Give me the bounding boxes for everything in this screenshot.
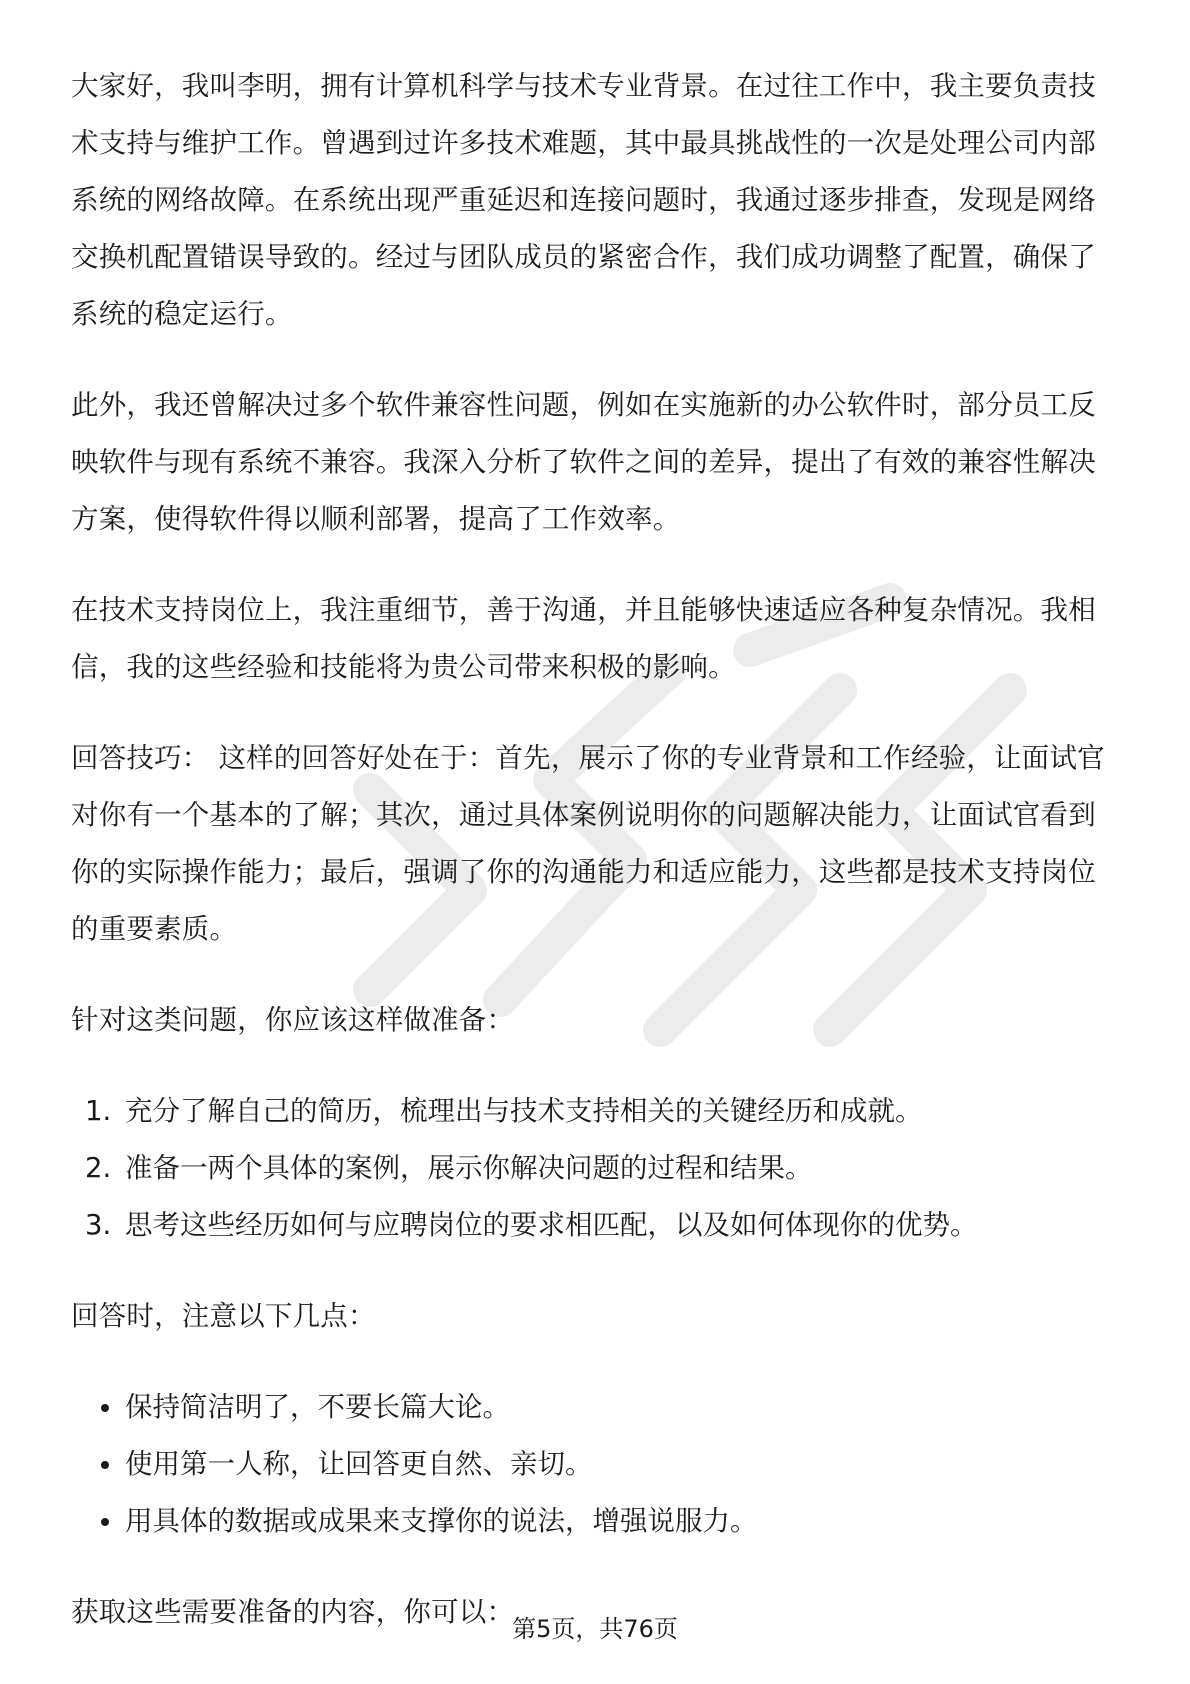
- list-item-number: 1.: [85, 1095, 112, 1127]
- list-item-text: 使用第一人称，让回答更自然、亲切。: [125, 1448, 593, 1480]
- bullet-icon: [101, 1518, 109, 1526]
- list-item-text: 思考这些经历如何与应聘岗位的要求相匹配，以及如何体现你的优势。: [125, 1209, 978, 1241]
- list-item: [71, 1083, 1121, 1140]
- list-item: [71, 1140, 1121, 1197]
- obtain-heading: 获取这些需要准备的内容，你可以：: [71, 1596, 515, 1628]
- list-item: [71, 1379, 1121, 1436]
- list-item: [71, 1436, 1121, 1493]
- intro-paragraph: 大家好，我叫李明，拥有计算机科学与技术专业背景。在过往工作中，我主要负责技术支持与维护工作。曾遇到过许多技术难题，其中最具挑战性的一次是处理公司内部系统的网络故障。在系统出现严重延迟和连接问题时，我通过逐步排查，发现是网络交换机配置错误导致的。经过与团队成员的紧密合作，我们成功调整了配置，确保了系统的稳定运行。: [71, 70, 1096, 330]
- document-body: [71, 58, 1121, 1675]
- compatibility-paragraph: 此外，我还曾解决过多个软件兼容性问题，例如在实施新的办公软件时，部分员工反映软件与现有系统不兼容。我深入分析了软件之间的差异，提出了有效的兼容性解决方案，使得软件得以顺利部署，提高了工作效率。: [71, 389, 1096, 535]
- list-item-number: 3.: [85, 1209, 112, 1241]
- bullet-icon: [101, 1404, 109, 1412]
- page-number: 第5页，共76页: [512, 1615, 678, 1643]
- list-item-text: 保持简洁明了，不要长篇大论。: [125, 1391, 510, 1423]
- list-item-number: 2.: [85, 1152, 112, 1184]
- list-item-text: 准备一两个具体的案例，展示你解决问题的过程和结果。: [125, 1152, 813, 1184]
- list-item: [71, 1493, 1121, 1550]
- bullet-icon: [101, 1461, 109, 1469]
- tips-list: [71, 1379, 1121, 1550]
- prep-steps-list: [71, 1083, 1121, 1254]
- list-item-text: 用具体的数据或成果来支撑你的说法，增强说服力。: [125, 1505, 758, 1537]
- answer-tips-paragraph: 回答技巧： 这样的回答好处在于：首先，展示了你的专业背景和工作经验，让面试官对你有一个基本的了解；其次，通过具体案例说明你的问题解决能力，让面试官看到你的实际操作能力；最后，强调了你的沟通能力和适应能力，这些都是技术支持岗位的重要素质。: [71, 742, 1105, 945]
- list-item-text: 充分了解自己的简历，梳理出与技术支持相关的关键经历和成就。: [125, 1095, 923, 1127]
- prep-heading: 针对这类问题，你应该这样做准备：: [71, 1004, 515, 1036]
- list-item: [71, 1197, 1121, 1254]
- skills-paragraph: 在技术支持岗位上，我注重细节，善于沟通，并且能够快速适应各种复杂情况。我相信，我的这些经验和技能将为贵公司带来积极的影响。: [71, 594, 1096, 683]
- notes-heading: 回答时，注意以下几点：: [71, 1300, 376, 1332]
